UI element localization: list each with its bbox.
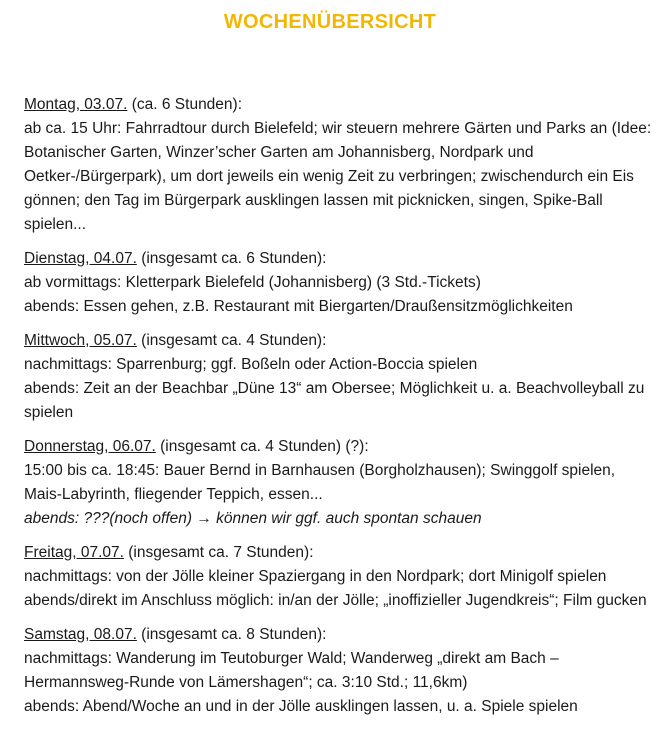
day-line: ab ca. 15 Uhr: Fahrradtour durch Bielefeld; wir steuern mehrere Gärten und Parks an (Idee: Botanischer Garten, Winzer’scher Garten am Johannisberg, Nordpark und Oetker-/Bürgerpark), um dort jeweils ein wenig Zeit zu verbringen; zwischendurch ein Eis gönnen; den Tag im Bürgerpark ausklingen lassen mit picknicken, singen, Spike-Ball spielen... — [24, 120, 652, 233]
day-duration: (insgesamt ca. 6 Stunden): — [136, 250, 327, 267]
day-duration: (insgesamt ca. 4 Stunden) (?): — [155, 438, 369, 455]
day-duration: (insgesamt ca. 7 Stunden): — [123, 544, 314, 561]
day-heading — [24, 623, 654, 647]
day-date: Montag, 03.07. — [24, 96, 128, 113]
day-heading — [24, 247, 654, 271]
day-heading — [24, 329, 654, 353]
day-date: Samstag, 08.07. — [24, 626, 137, 643]
day-date: Donnerstag, 06.07. — [24, 438, 156, 455]
day-tuesday — [24, 247, 654, 319]
day-duration: (insgesamt ca. 4 Stunden): — [136, 332, 327, 349]
day-line: abends/direkt im Anschluss möglich: in/an der Jölle; „inoffizieller Jugendkreis“; Film gucken — [24, 592, 647, 609]
day-date: Freitag, 07.07. — [24, 544, 124, 561]
day-wednesday — [24, 329, 654, 425]
page-title: WOCHENÜBERSICHT — [223, 11, 437, 33]
day-heading — [24, 541, 654, 565]
day-line: nachmittags: Wanderung im Teutoburger Wald; Wanderweg „direkt am Bach – Hermannsweg-Runde von Lämershagen“; ca. 3:10 Std.; 11,6km) — [24, 650, 559, 691]
day-date: Dienstag, 04.07. — [24, 250, 137, 267]
day-friday — [24, 541, 654, 613]
day-line: abends: Zeit an der Beachbar „Düne 13“ am Obersee; Möglichkeit u. a. Beachvolleyball zu spielen — [24, 380, 645, 421]
day-monday — [24, 93, 654, 237]
day-heading — [24, 435, 654, 459]
day-heading — [24, 93, 654, 117]
day-line: abends: Essen gehen, z.B. Restaurant mit Biergarten/Draußensitzmöglichkeiten — [24, 298, 573, 315]
day-line: abends: Abend/Woche an und in der Jölle ausklingen lassen, u. a. Spiele spielen — [24, 698, 578, 715]
day-duration: (insgesamt ca. 8 Stunden): — [136, 626, 327, 643]
schedule — [24, 93, 654, 729]
day-date: Mittwoch, 05.07. — [24, 332, 137, 349]
day-thursday — [24, 435, 654, 531]
day-line-open: abends: ???(noch offen) → können wir ggf. auch spontan schauen — [24, 510, 482, 527]
day-saturday — [24, 623, 654, 719]
day-line: 15:00 bis ca. 18:45: Bauer Bernd in Barnhausen (Borgholzhausen); Swinggolf spielen, Mais-Labyrinth, fliegender Teppich, essen... — [24, 462, 616, 503]
day-line: nachmittags: Sparrenburg; ggf. Boßeln oder Action-Boccia spielen — [24, 356, 478, 373]
day-line: ab vormittags: Kletterpark Bielefeld (Johannisberg) (3 Std.-Tickets) — [24, 274, 481, 291]
day-duration: (ca. 6 Stunden): — [127, 96, 243, 113]
day-line: nachmittags: von der Jölle kleiner Spaziergang in den Nordpark; dort Minigolf spielen — [24, 568, 607, 585]
